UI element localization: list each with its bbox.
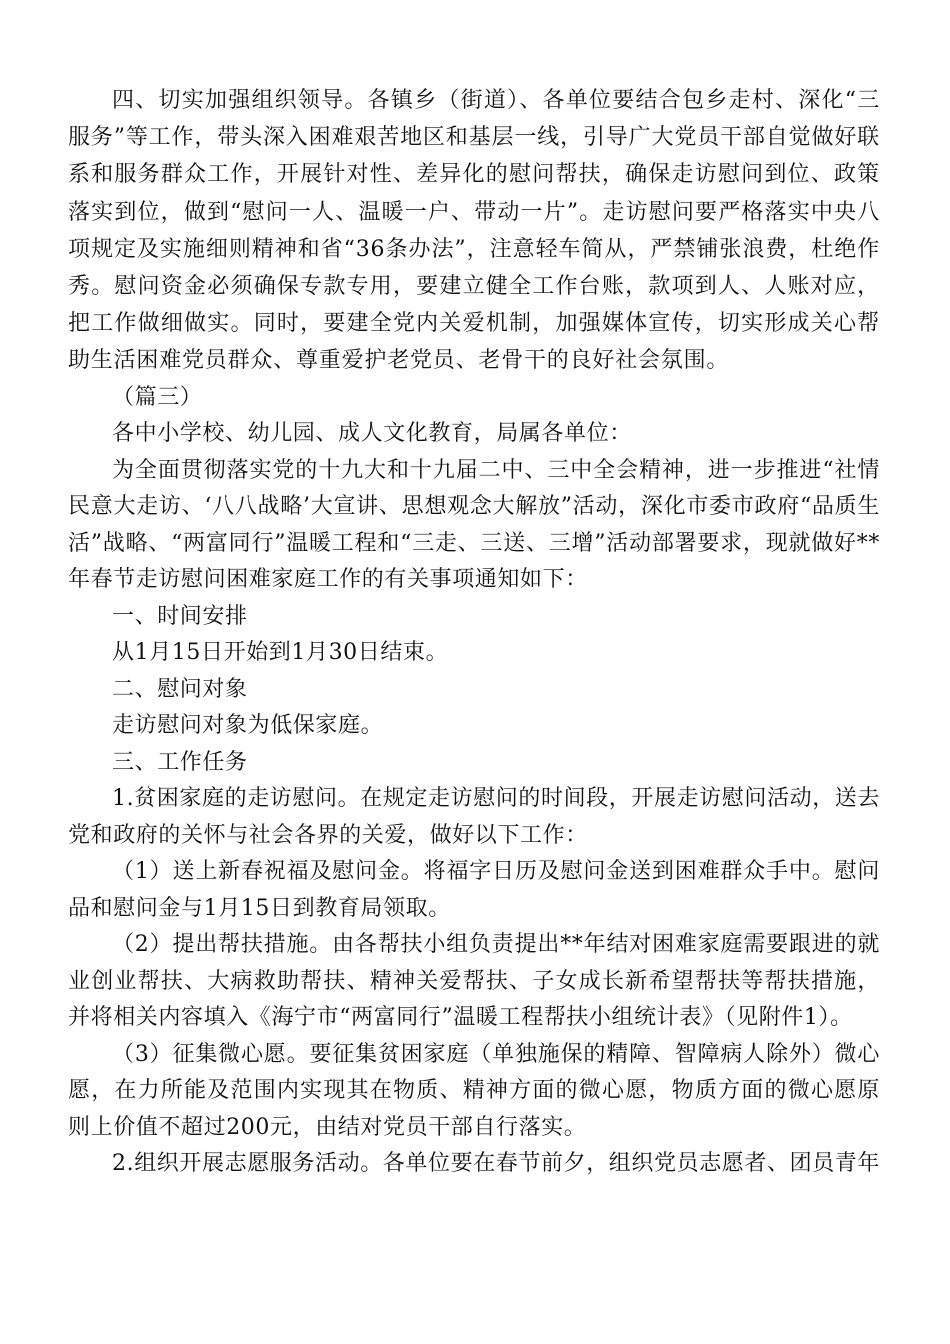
document-body	[68, 82, 880, 1183]
paragraph-task-1-item-3: （3）征集微心愿。要征集贫困家庭（单独施保的精障、智障病人除外）微心愿，在力所能及范围内实现其在物质、精神方面的微心愿，物质方面的微心愿原则上价值不超过200元，由结对党员干部自行落实。	[68, 1041, 880, 1140]
paragraph-organization-leadership: 四、切实加强组织领导。各镇乡（街道）、各单位要结合包乡走村、深化“三服务”等工作，带头深入困难艰苦地区和基层一线，引导广大党员干部自觉做好联系和服务群众工作，开展针对性、差异化的慰问帮扶，确保走访慰问到位、政策落实到位，做到“慰问一人、温暖一户、带动一片”。走访慰问要严格落实中央八项规定及实施细则精神和省“36条办法”，注意轻车简从，严禁铺张浪费，杜绝作秀。慰问资金必须确保专款专用，要建立健全工作台账，款项到人、人账对应，把工作做细做实。同时，要建全党内关爱机制，加强媒体宣传，切实形成关心帮助生活困难党员群众、尊重爱护老党员、老骨干的良好社会氛围。	[68, 88, 880, 374]
addressee-line: 各中小学校、幼儿园、成人文化教育，局属各单位：	[112, 421, 632, 447]
heading-time-schedule: 一、时间安排	[112, 603, 248, 629]
paragraph-task-1: 1.贫困家庭的走访慰问。在规定走访慰问的时间段，开展走访慰问活动，送去党和政府的关怀与社会各界的关爱，做好以下工作：	[68, 786, 880, 848]
paragraph-visit-targets: 走访慰问对象为低保家庭。	[112, 713, 384, 739]
section-heading-part-three: （篇三）	[112, 384, 203, 410]
heading-work-tasks: 三、工作任务	[112, 749, 248, 775]
paragraph-task-2: 2.组织开展志愿服务活动。各单位要在春节前夕，组织党员志愿者、团员青年	[112, 1151, 880, 1177]
paragraph-time-range: 从1月15日开始到1月30日结束。	[112, 640, 449, 666]
paragraph-introduction: 为全面贯彻落实党的十九大和十九届二中、三中全会精神，进一步推进“社情民意大走访、‘八八战略’大宣讲、思想观念大解放”活动，深化市委市政府“品质生活”战略、“两富同行”温暖工程和“三走、三送、三增”活动部署要求，现就做好**年春节走访慰问困难家庭工作的有关事项通知如下：	[68, 457, 880, 593]
paragraph-task-1-item-2: （2）提出帮扶措施。由各帮扶小组负责提出**年结对困难家庭需要跟进的就业创业帮扶、大病救助帮扶、精神关爱帮扶、子女成长新希望帮扶等帮扶措施，并将相关内容填入《海宁市“两富同行”温暖工程帮扶小组统计表》（见附件1）。	[68, 932, 880, 1031]
heading-visit-targets: 二、慰问对象	[112, 676, 248, 702]
paragraph-task-1-item-1: （1）送上新春祝福及慰问金。将福字日历及慰问金送到困难群众手中。慰问品和慰问金与1月15日到教育局领取。	[68, 859, 880, 921]
